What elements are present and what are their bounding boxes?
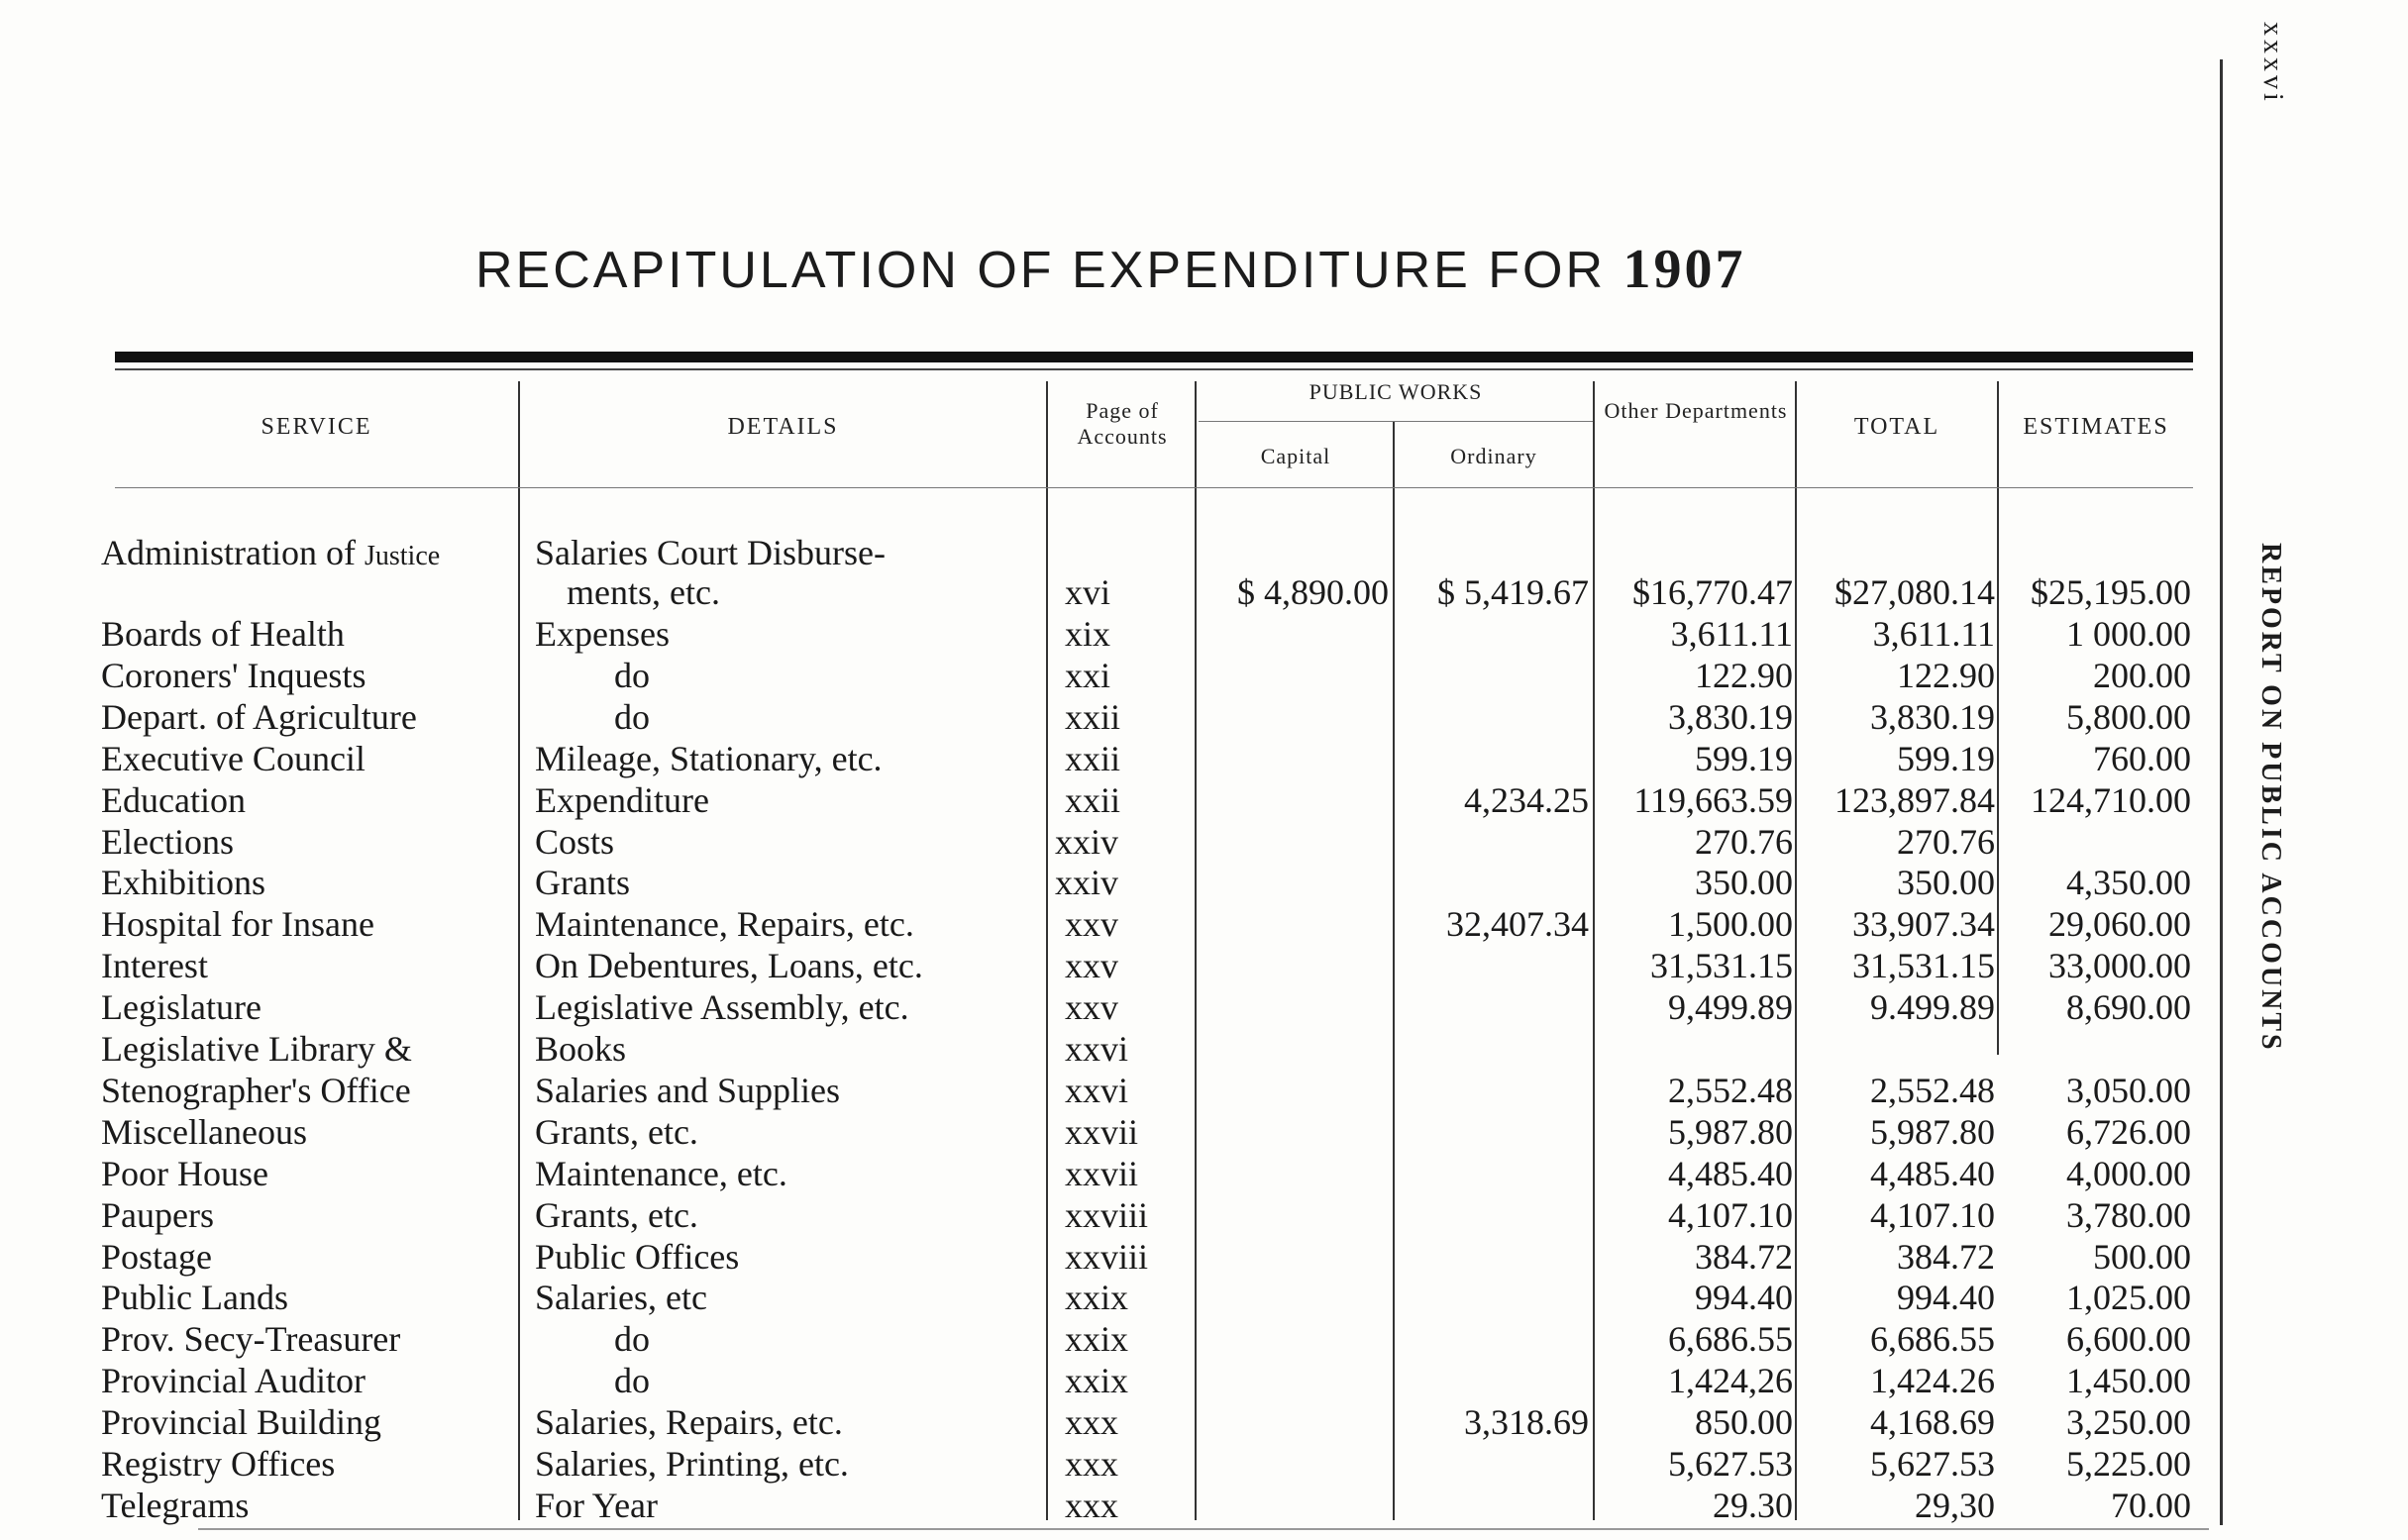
other-cell: 29.30 bbox=[1713, 1486, 1793, 1525]
total-cell: 4,168.69 bbox=[1870, 1402, 1995, 1442]
header-page-of-accounts: Page of Accounts bbox=[1077, 398, 1168, 449]
service-cell: Boards of Health bbox=[101, 614, 345, 654]
page-cell: xxx bbox=[1065, 1402, 1118, 1442]
page-cell: xxii bbox=[1065, 697, 1121, 737]
service-cell: Public Lands bbox=[101, 1278, 288, 1317]
estimates-cell: 1 000.00 bbox=[2066, 614, 2191, 654]
ordinary-cell: 3,318.69 bbox=[1464, 1402, 1589, 1442]
header-details: DETAILS bbox=[727, 414, 839, 440]
estimates-cell: 3,780.00 bbox=[2066, 1195, 2191, 1235]
total-cell: $27,080.14 bbox=[1834, 572, 1995, 612]
title-text: RECAPITULATION OF EXPENDITURE FOR bbox=[475, 242, 1607, 299]
service-cell: Postage bbox=[101, 1237, 212, 1277]
service-cell: Provincial Auditor bbox=[101, 1361, 366, 1400]
other-cell: 850.00 bbox=[1695, 1402, 1793, 1442]
estimates-cell: 6,726.00 bbox=[2066, 1112, 2191, 1152]
details-cell: Salaries, etc bbox=[535, 1278, 707, 1317]
header-bottom-rule bbox=[115, 487, 2193, 488]
service-cell: Registry Offices bbox=[101, 1444, 336, 1484]
estimates-cell: 124,710.00 bbox=[2031, 780, 2191, 820]
other-cell: 122.90 bbox=[1695, 656, 1793, 695]
details-cell: do bbox=[614, 697, 650, 737]
running-title: REPORT ON PUBLIC ACCOUNTS bbox=[2255, 543, 2286, 1053]
header-thin-rule bbox=[115, 368, 2193, 370]
page-cell: xxvi bbox=[1065, 1029, 1129, 1069]
total-cell: 29,30 bbox=[1915, 1486, 1995, 1525]
service-cell: Elections bbox=[101, 822, 234, 862]
other-cell: 350.00 bbox=[1695, 863, 1793, 902]
header-estimates: ESTIMATES bbox=[2023, 414, 2169, 440]
service-cell: Provincial Building bbox=[101, 1402, 381, 1442]
total-cell: 3,611.11 bbox=[1872, 614, 1995, 654]
page-cell: xxix bbox=[1065, 1319, 1129, 1359]
service-suffix: Justice bbox=[364, 541, 441, 571]
estimates-cell: 8,690.00 bbox=[2066, 987, 2191, 1027]
page-cell: xxvii bbox=[1065, 1112, 1139, 1152]
estimates-cell: 4,350.00 bbox=[2066, 863, 2191, 902]
header-other-departments: Other Departments bbox=[1604, 398, 1788, 423]
header-public-works: PUBLIC WORKS bbox=[1309, 379, 1483, 404]
total-cell: 270.76 bbox=[1897, 822, 1995, 862]
page-cell: xxii bbox=[1065, 739, 1121, 778]
estimates-cell: 5,225.00 bbox=[2066, 1444, 2191, 1484]
other-cell: 270.76 bbox=[1695, 822, 1793, 862]
page-cell: xxv bbox=[1065, 904, 1118, 944]
other-cell: 599.19 bbox=[1695, 739, 1793, 778]
estimates-cell: 3,250.00 bbox=[2066, 1402, 2191, 1442]
service-cell: Coroners' Inquests bbox=[101, 656, 366, 695]
page-number: xxxvi bbox=[2257, 22, 2288, 105]
other-cell: $16,770.47 bbox=[1632, 572, 1793, 612]
details-cell: Books bbox=[535, 1029, 627, 1069]
details-cell: do bbox=[614, 1319, 650, 1359]
title-year: 1907 bbox=[1623, 239, 1746, 300]
page-cell: xxv bbox=[1065, 987, 1118, 1027]
ordinary-cell: $ 5,419.67 bbox=[1437, 572, 1589, 612]
col-divider-page bbox=[1195, 381, 1197, 1520]
other-cell: 994.40 bbox=[1695, 1278, 1793, 1317]
service-cell: Legislature bbox=[101, 987, 262, 1027]
details-cell: Salaries, Printing, etc. bbox=[535, 1444, 849, 1484]
details-cell: Maintenance, Repairs, etc. bbox=[535, 904, 914, 944]
estimates-cell: 6,600.00 bbox=[2066, 1319, 2191, 1359]
total-cell: 122.90 bbox=[1897, 656, 1995, 695]
page-cell: xxviii bbox=[1065, 1237, 1149, 1277]
other-cell: 1,500.00 bbox=[1668, 904, 1793, 944]
details-cell: Costs bbox=[535, 822, 615, 862]
other-cell: 384.72 bbox=[1695, 1237, 1793, 1277]
header-thick-rule bbox=[115, 352, 2193, 362]
other-cell: 3,830.19 bbox=[1668, 697, 1793, 737]
header-total: TOTAL bbox=[1853, 414, 1940, 440]
page-cell: xxix bbox=[1065, 1278, 1129, 1317]
estimates-cell: 1,450.00 bbox=[2066, 1361, 2191, 1400]
estimates-cell: 33,000.00 bbox=[2048, 946, 2191, 985]
other-cell: 6,686.55 bbox=[1668, 1319, 1793, 1359]
estimates-cell: $25,195.00 bbox=[2031, 572, 2191, 612]
estimates-cell: 760.00 bbox=[2093, 739, 2191, 778]
ordinary-cell: 4,234.25 bbox=[1464, 780, 1589, 820]
details-cell: For Year bbox=[535, 1486, 659, 1525]
service-cell: Education bbox=[101, 780, 246, 820]
page-cell: xxx bbox=[1065, 1486, 1118, 1525]
details-cell: Salaries and Supplies bbox=[535, 1071, 840, 1110]
page-cell: xvi bbox=[1065, 572, 1111, 612]
estimates-cell: 200.00 bbox=[2093, 656, 2191, 695]
service-cell: Telegrams bbox=[101, 1486, 250, 1525]
ordinary-cell: 32,407.34 bbox=[1446, 904, 1589, 944]
page-cell: xxiv bbox=[1055, 822, 1119, 862]
service-cell: Interest bbox=[101, 946, 208, 985]
details-cell: Grants bbox=[535, 863, 630, 902]
page-cell: xxix bbox=[1065, 1361, 1129, 1400]
other-cell: 2,552.48 bbox=[1668, 1071, 1793, 1110]
details-cell: Expenditure bbox=[535, 780, 709, 820]
other-cell: 5,627.53 bbox=[1668, 1444, 1793, 1484]
page-cell: xxvii bbox=[1065, 1154, 1139, 1193]
total-cell: 4,485.40 bbox=[1870, 1154, 1995, 1193]
details-cell: Mileage, Stationary, etc. bbox=[535, 739, 883, 778]
service-cell: Poor House bbox=[101, 1154, 268, 1193]
details-cell: Public Offices bbox=[535, 1237, 740, 1277]
total-cell: 31,531.15 bbox=[1852, 946, 1995, 985]
total-cell: 9.499.89 bbox=[1870, 987, 1995, 1027]
details-cell: Maintenance, etc. bbox=[535, 1154, 787, 1193]
estimates-cell: 5,800.00 bbox=[2066, 697, 2191, 737]
page-cell: xix bbox=[1065, 614, 1111, 654]
service-cell: Executive Council bbox=[101, 739, 366, 778]
service-cell bbox=[101, 533, 440, 576]
bottom-rule bbox=[198, 1528, 2209, 1530]
total-cell: 3,830.19 bbox=[1870, 697, 1995, 737]
header-capital: Capital bbox=[1260, 444, 1331, 468]
estimates-cell: 500.00 bbox=[2093, 1237, 2191, 1277]
service-cell: Exhibitions bbox=[101, 863, 266, 902]
other-cell: 4,107.10 bbox=[1668, 1195, 1793, 1235]
total-cell: 5,627.53 bbox=[1870, 1444, 1995, 1484]
service-cell: Depart. of Agriculture bbox=[101, 697, 417, 737]
details-cell: Grants, etc. bbox=[535, 1112, 698, 1152]
estimates-cell: 4,000.00 bbox=[2066, 1154, 2191, 1193]
service-cell: Prov. Secy-Treasurer bbox=[101, 1319, 401, 1359]
header-service: SERVICE bbox=[261, 414, 372, 440]
details-cell: Salaries, Repairs, etc. bbox=[535, 1402, 843, 1442]
other-cell: 1,424,26 bbox=[1668, 1361, 1793, 1400]
total-cell: 2,552.48 bbox=[1870, 1071, 1995, 1110]
details-cell: do bbox=[614, 656, 650, 695]
other-cell: 4,485.40 bbox=[1668, 1154, 1793, 1193]
page-cell: xxi bbox=[1065, 656, 1111, 695]
total-cell: 33,907.34 bbox=[1852, 904, 1995, 944]
details-cell: Grants, etc. bbox=[535, 1195, 698, 1235]
total-cell: 6,686.55 bbox=[1870, 1319, 1995, 1359]
col-divider-details bbox=[1046, 381, 1048, 1520]
details-cell: do bbox=[614, 1361, 650, 1400]
total-cell: 384.72 bbox=[1897, 1237, 1995, 1277]
details-cell-line2: ments, etc. bbox=[567, 572, 720, 612]
estimates-cell: 3,050.00 bbox=[2066, 1071, 2191, 1110]
other-cell: 31,531.15 bbox=[1650, 946, 1793, 985]
service-cell: Miscellaneous bbox=[101, 1112, 307, 1152]
estimates-cell: 1,025.00 bbox=[2066, 1278, 2191, 1317]
details-cell-line1: Salaries Court Disburse- bbox=[535, 533, 886, 572]
details-cell: On Debentures, Loans, etc. bbox=[535, 946, 923, 985]
public-works-underline bbox=[1199, 421, 1593, 422]
details-cell: Expenses bbox=[535, 614, 670, 654]
page-title bbox=[475, 238, 1823, 301]
other-cell: 5,987.80 bbox=[1668, 1112, 1793, 1152]
page-cell: xxv bbox=[1065, 946, 1118, 985]
total-cell: 1,424.26 bbox=[1870, 1361, 1995, 1400]
service-cell: Legislative Library & bbox=[101, 1029, 412, 1069]
details-cell: Legislative Assembly, etc. bbox=[535, 987, 909, 1027]
service-cell: Paupers bbox=[101, 1195, 214, 1235]
page-cell: xxii bbox=[1065, 780, 1121, 820]
service-cell: Hospital for Insane bbox=[101, 904, 374, 944]
other-cell: 119,663.59 bbox=[1633, 780, 1793, 820]
total-cell: 123,897.84 bbox=[1834, 780, 1995, 820]
margin-rule bbox=[2220, 59, 2223, 1525]
total-cell: 994.40 bbox=[1897, 1278, 1995, 1317]
estimates-cell: 29,060.00 bbox=[2048, 904, 2191, 944]
service-text: Administration of bbox=[101, 533, 356, 572]
other-cell: 9,499.89 bbox=[1668, 987, 1793, 1027]
page-cell: xxiv bbox=[1055, 863, 1119, 902]
other-cell: 3,611.11 bbox=[1670, 614, 1793, 654]
col-divider-service bbox=[518, 381, 520, 1520]
total-cell: 5,987.80 bbox=[1870, 1112, 1995, 1152]
page-cell: xxviii bbox=[1065, 1195, 1149, 1235]
capital-cell: $ 4,890.00 bbox=[1237, 572, 1389, 612]
page-cell: xxvi bbox=[1065, 1071, 1129, 1110]
total-cell: 4,107.10 bbox=[1870, 1195, 1995, 1235]
header-ordinary: Ordinary bbox=[1450, 444, 1537, 468]
page-cell: xxx bbox=[1065, 1444, 1118, 1484]
total-cell: 599.19 bbox=[1897, 739, 1995, 778]
total-cell: 350.00 bbox=[1897, 863, 1995, 902]
service-cell: Stenographer's Office bbox=[101, 1071, 411, 1110]
estimates-cell: 70.00 bbox=[2111, 1486, 2191, 1525]
